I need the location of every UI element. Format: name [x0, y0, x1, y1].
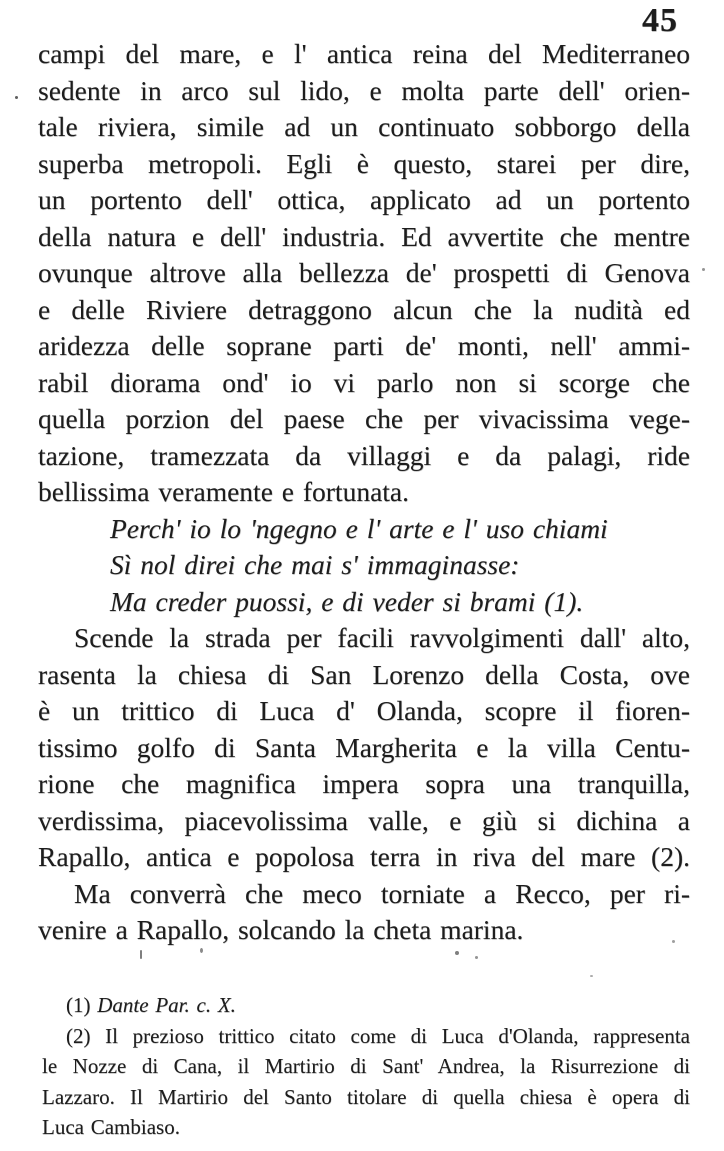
text-line: venire a Rapallo, solcando la cheta marina.: [38, 914, 524, 945]
text-line: Luca Cambiaso.: [42, 1115, 180, 1139]
paragraph-ma-converra: [38, 876, 690, 949]
paragraph-scende: [38, 620, 690, 876]
text-line: campi del mare, e l' antica reina del Mediterraneo: [38, 38, 690, 69]
paragraph-continuation: [38, 36, 690, 511]
verse-quote-dante: [110, 511, 690, 621]
text-line: tissimo golfo di Santa Margherita e la villa Centu-: [38, 731, 690, 763]
text-line: e delle Riviere detraggono alcun che la nudità ed: [38, 293, 690, 325]
text-line: sedente in arco sul lido, e molta parte dell' orien-: [38, 74, 690, 106]
text-line: [42, 990, 690, 1021]
page-text-column: [38, 36, 690, 949]
text-line: le Nozze di Cana, il Martirio di Sant' Andrea, la Risurrezione di: [42, 1054, 690, 1078]
ink-speck: [140, 950, 142, 959]
text-line: bellissima veramente e fortunata.: [38, 476, 409, 507]
text-line: della natura e dell' industria. Ed avvertite che mentre: [38, 220, 690, 252]
text-line: tale riviera, simile ad un continuato sobborgo della: [38, 111, 690, 142]
ink-speck: [200, 948, 203, 953]
text-line: Ma creder puossi, e di veder si brami (1).: [110, 585, 584, 617]
footnote-marker: (1): [66, 993, 98, 1017]
text-line: aridezza delle soprane parti de' monti, nell' ammi-: [38, 330, 690, 361]
text-line: ovunque altrove alla bellezza de' prospetti di Genova: [38, 257, 690, 288]
text-line: Sì nol direi che mai s' immaginasse:: [110, 549, 520, 580]
ink-speck: [475, 956, 478, 959]
text-line: rabil diorama ond' io vi parlo non si scorge che: [38, 366, 690, 398]
text-line: superba metropoli. Egli è questo, starei per dire,: [38, 147, 690, 179]
footnotes-block: [42, 990, 690, 1143]
text-line: tazione, tramezzata da villaggi e da palagi, ride: [38, 439, 690, 471]
ink-speck: [702, 268, 705, 271]
text-line: Scende la strada per facili ravvolgimenti dall' alto,: [74, 622, 690, 653]
text-line: quella porzion del paese che per vivacissima vege-: [38, 403, 690, 434]
text-line: è un trittico di Luca d' Olanda, scopre il fioren-: [38, 695, 690, 726]
ink-speck: [590, 975, 593, 977]
ink-speck: [15, 96, 18, 99]
page-number: 45: [642, 2, 678, 39]
text-line: Perch' io lo 'ngegno e l' arte e l' uso chiami: [110, 512, 608, 544]
ink-speck: [672, 940, 675, 943]
text-line: rasenta la chiesa di San Lorenzo della Costa, ove: [38, 658, 690, 690]
text-line: Ma converrà che meco torniate a Recco, per ri-: [74, 877, 690, 909]
text-line: verdissima, piacevolissima valle, e giù si dichina a: [38, 804, 690, 836]
citation-text: Dante Par. c. X.: [97, 993, 236, 1017]
ink-speck: [455, 951, 459, 955]
text-line: Lazzaro. Il Martirio del Santo titolare di quella chiesa è opera di: [42, 1084, 690, 1109]
text-line: Rapallo, antica e popolosa terra in riva del mare (2).: [38, 841, 690, 872]
text-line: un portento dell' ottica, applicato ad un portento: [38, 184, 690, 215]
text-line: rione che magnifica impera sopra una tranquilla,: [38, 768, 690, 799]
text-line: (2) Il prezioso trittico citato come di Luca d'Olanda, rappresenta: [66, 1023, 690, 1048]
